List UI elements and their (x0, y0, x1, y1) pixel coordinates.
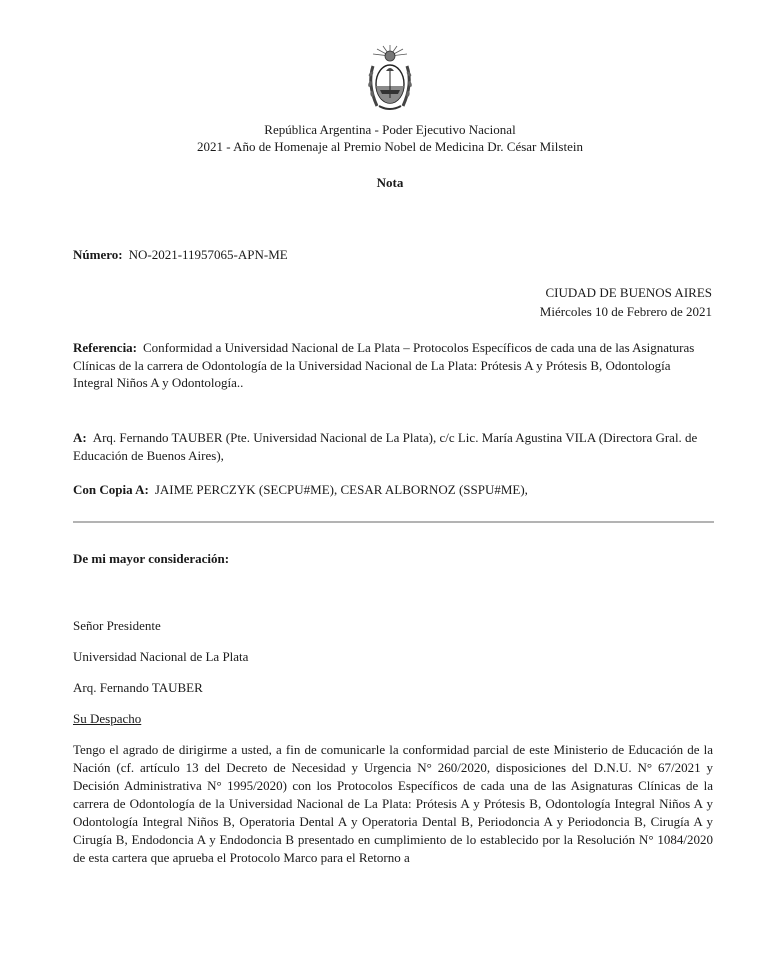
address-line-2: Universidad Nacional de La Plata (73, 649, 249, 664)
header-year-motto: 2021 - Año de Homenaje al Premio Nobel de Medicina Dr. César Milstein (197, 139, 583, 154)
document-type-title: Nota (376, 175, 404, 190)
date: Miércoles 10 de Febrero de 2021 (539, 304, 712, 319)
carbon-copy-label: Con Copia A: (73, 482, 149, 497)
divider (73, 521, 714, 523)
address-line-4: Su Despacho (73, 711, 142, 726)
carbon-copy-text: JAIME PERCZYK (SECPU#ME), CESAR ALBORNOZ (SSPU#ME), (154, 482, 528, 497)
address-line-1: Señor Presidente (73, 618, 161, 633)
reference-text: Conformidad a Universidad Nacional de La Plata – Protocolos Específicos de cada una de las Asignaturas Clínicas de la carrera de Odontología de la Universidad Nacional de La Plata: Prótesis A y Prótesis B, Odontología Integral Niños A y Odontología.. (73, 340, 695, 390)
place: CIUDAD DE BUENOS AIRES (545, 285, 712, 300)
document-number-label: Número: (73, 247, 123, 262)
salutation: De mi mayor consideración: (73, 551, 230, 566)
reference-label: Referencia: (73, 340, 138, 355)
header-government: República Argentina - Poder Ejecutivo Nacional (264, 122, 516, 137)
carbon-copy (73, 481, 713, 499)
document-number (73, 246, 713, 264)
coat-of-arms-seal (365, 44, 415, 116)
recipient-label: A: (73, 430, 87, 445)
reference (73, 339, 713, 392)
recipient-text: Arq. Fernando TAUBER (Pte. Universidad Nacional de La Plata), c/c Lic. María Agustina VILA (Directora Gral. de Educación de Buenos Aires), (73, 430, 698, 463)
body-paragraph: Tengo el agrado de dirigirme a usted, a fin de comunicarle la conformidad parcial de este Ministerio de Educación de la Nación (cf. artículo 13 del Decreto de Necesidad y Urgencia N° 260/2020, disposiciones del D.N.U. N° 67/2021 y Decisión Administrativa N° 1995/2020) con los Protocolos Específicos de cada una de las Asignaturas Clínicas de la carrera de Odontología de la Universidad Nacional de La Plata: Prótesis A y Prótesis B, Odontología Integral Niños A y Odontología Integral Niños B, Operatoria Dental A y Operatoria Dental B, Periodoncia A y Periodoncia B, Cirugía A y Cirugía B, Endodoncia A y Endodoncia B presentado en cumplimiento de lo establecido por la Resolución N° 1084/2020 de esta cartera que aprueba el Protocolo Marco para el Retorno a (73, 742, 713, 865)
recipient (73, 429, 713, 464)
document-number-value: NO-2021-11957065-APN-ME (128, 247, 288, 262)
address-line-3: Arq. Fernando TAUBER (73, 680, 203, 695)
